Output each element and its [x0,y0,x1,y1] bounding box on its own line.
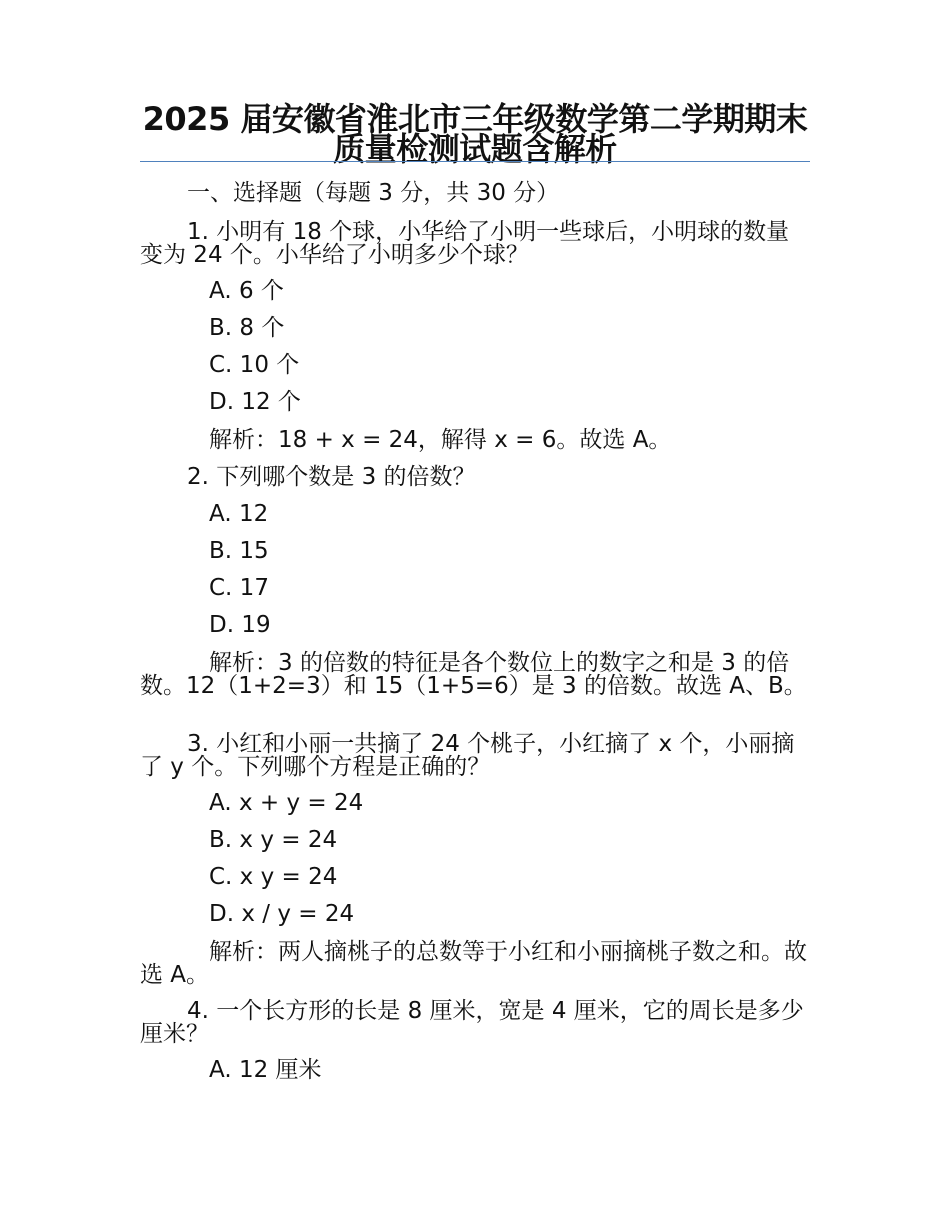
question-2-stem: 2. 下列哪个数是 3 的倍数？ [187,464,476,490]
question-1-option-b: B. 8 个 [209,315,285,341]
question-3-option-c: C. x y = 24 [209,864,338,890]
title-underline [140,161,810,162]
question-1-analysis: 解析：18 + x = 24，解得 x = 6。故选 A。 [209,427,672,453]
document-title: 2025 届安徽省淮北市三年级数学第二学期期末质量检测试题含解析 [142,100,808,168]
question-2-option-a: A. 12 [209,501,269,527]
question-3-stem: 3. 小红和小丽一共摘了 24 个桃子，小红摘了 x 个，小丽摘了 y 个。下列哪个方程是正确的？ [140,731,795,780]
question-2-analysis: 解析：3 的倍数的特征是各个数位上的数字之和是 3 的倍数。12（1+2=3）和 15（1+5=6）是 3 的倍数。故选 A、B。 [140,650,807,699]
question-3-option-a: A. x + y = 24 [209,790,364,816]
question-3-option-b: B. x y = 24 [209,827,338,853]
question-1-option-c: C. 10 个 [209,352,300,378]
question-1-stem: 1. 小明有 18 个球，小华给了小明一些球后，小明球的数量变为 24 个。小华给了小明多少个球？ [140,219,790,268]
question-4-option-a: A. 12 厘米 [209,1057,322,1083]
question-1-option-d: D. 12 个 [209,389,301,415]
question-3-analysis: 解析：两人摘桃子的总数等于小红和小丽摘桃子数之和。故选 A。 [140,939,807,988]
question-2-option-c: C. 17 [209,575,269,601]
section-heading: 一、选择题（每题 3 分，共 30 分） [187,180,560,206]
question-2-option-d: D. 19 [209,612,271,638]
question-2-option-b: B. 15 [209,538,269,564]
question-3-option-d: D. x / y = 24 [209,901,355,927]
question-4-stem: 4. 一个长方形的长是 8 厘米，宽是 4 厘米，它的周长是多少厘米？ [140,998,804,1047]
question-1-option-a: A. 6 个 [209,278,284,304]
